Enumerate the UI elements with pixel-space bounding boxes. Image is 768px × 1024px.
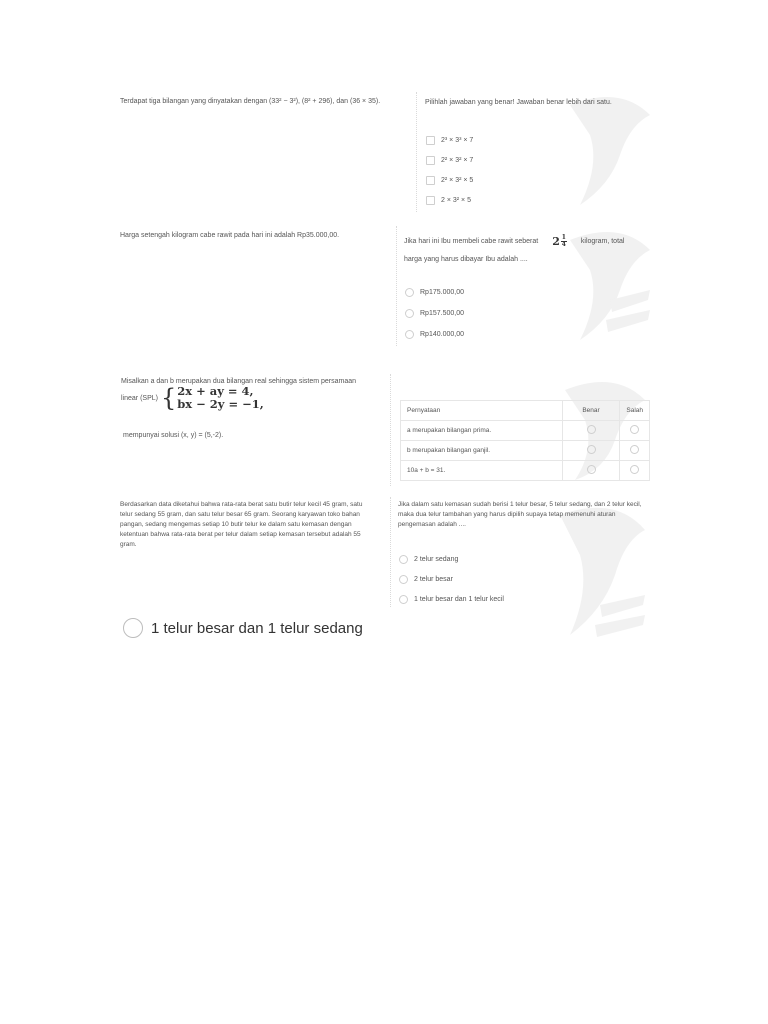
q3-divider <box>390 374 391 486</box>
q1-option[interactable]: 2 × 3² × 5 <box>426 194 473 206</box>
checkbox[interactable] <box>426 176 435 185</box>
q4-divider <box>390 497 391 607</box>
q4-options <box>399 553 504 605</box>
q1-option[interactable]: 2² × 3² × 5 <box>426 174 473 186</box>
table-header: Pernyataan Benar Salah <box>401 401 650 421</box>
q3-solution: mempunyai solusi (x, y) = (5,-2). <box>123 432 224 439</box>
radio-salah[interactable] <box>630 425 639 434</box>
equation-1: 2x + ay = 4, <box>177 384 254 398</box>
q3-spl: linear (SPL) { 2x + ay = 4, bx − 2y = −1, <box>121 384 264 412</box>
q4-option[interactable]: 2 telur sedang <box>399 553 504 565</box>
radio[interactable] <box>405 288 414 297</box>
q4-option[interactable]: 2 telur besar <box>399 573 504 585</box>
q4-option[interactable]: 1 telur besar dan 1 telur kecil <box>399 593 504 605</box>
radio-benar[interactable] <box>587 445 596 454</box>
q4-extra-option[interactable]: 1 telur besar dan 1 telur sedang <box>123 618 363 638</box>
checkbox[interactable] <box>426 136 435 145</box>
equation-2: bx − 2y = −1, <box>177 397 264 411</box>
radio-salah[interactable] <box>630 465 639 474</box>
q3-stem: Misalkan a dan b merupakan dua bilangan real sehingga sistem persamaan <box>121 378 357 385</box>
radio[interactable] <box>405 309 414 318</box>
q4-question: Jika dalam satu kemasan sudah berisi 1 telur besar, 5 telur sedang, dan 2 telur kecil, maka dua telur tambahan yang harus dipilih supaya tetap memenuhi aturan pengemasan adalah .... <box>398 501 642 528</box>
q1-instruction: Pilihlah jawaban yang benar! Jawaban benar lebih dari satu. <box>425 99 612 106</box>
mixed-fraction: 2 $\frac{1}{4}$ <box>552 233 566 248</box>
brace: { <box>160 384 177 412</box>
checkbox[interactable] <box>426 156 435 165</box>
radio[interactable] <box>405 330 414 339</box>
q1-option[interactable]: 2² × 3² × 7 <box>426 154 473 166</box>
radio-benar[interactable] <box>587 425 596 434</box>
radio[interactable] <box>399 555 408 564</box>
q1-options <box>426 134 473 206</box>
statement-table <box>400 400 650 481</box>
q1-option[interactable]: 2³ × 3³ × 7 <box>426 134 473 146</box>
radio[interactable] <box>399 595 408 604</box>
q2-stem: Harga setengah kilogram cabe rawit pada hari ini adalah Rp35.000,00. <box>120 232 340 239</box>
q2-option[interactable]: Rp175.000,00 <box>405 286 464 298</box>
q2-option[interactable]: Rp157.500,00 <box>405 307 464 319</box>
q2-divider <box>396 226 397 346</box>
q2-options <box>405 286 464 340</box>
radio-salah[interactable] <box>630 445 639 454</box>
q1-stem: Terdapat tiga bilangan yang dinyatakan dengan (33² − 3²), (8² + 296), dan (36 × 35). <box>120 98 381 105</box>
q2-question: Jika hari ini Ibu membeli cabe rawit seberat 2 $\frac{1}{4}$ kilogram, total harga yang harus dibayar Ibu adalah .... <box>404 233 625 263</box>
q4-stem: Berdasarkan data diketahui bahwa rata-rata berat satu butir telur kecil 45 gram, satu telur sedang 55 gram, dan satu telur besar 65 gram. Seorang karyawan toko bahan pangan, sedang mengemas setiap 10 butir telur ke dalam satu kemasan dengan ketentuan bahwa rata-rata berat per telur dalam setiap kemasan tersebut adalah 55 gram. <box>120 501 363 548</box>
table-row: a merupakan bilangan prima. <box>401 421 650 441</box>
q1-divider <box>416 92 417 212</box>
radio[interactable] <box>399 575 408 584</box>
radio-benar[interactable] <box>587 465 596 474</box>
radio[interactable] <box>123 618 143 638</box>
checkbox[interactable] <box>426 196 435 205</box>
q2-option[interactable]: Rp140.000,00 <box>405 328 464 340</box>
table-row: 10a + b = 31. <box>401 461 650 481</box>
table-row: b merupakan bilangan ganjil. <box>401 441 650 461</box>
